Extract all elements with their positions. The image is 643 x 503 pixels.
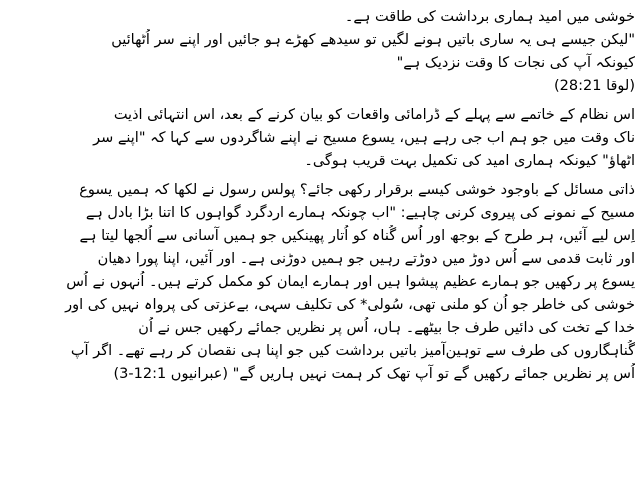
text-line: خوشی کی خاطر جو اُن کو ملنی تھی، سُولی* کی تکلیف سہی، بےعزتی کی پرواہ نہیں کی اور	[65, 297, 635, 313]
text-line: اُس پر نظریں جمائے رکھیں گے تو آپ تھک کر ہمت نہیں ہاریں گے" (عبرانیوں 12:1-3)	[113, 366, 635, 382]
text-line: یسوع پر رکھیں جو ہمارے عظیم پیشوا ہیں اور ہمارے ایمان کو مکمل کرتے ہیں۔ اُنہوں نے اُس	[66, 274, 635, 290]
text-line: اس نظام کے خاتمے سے پہلے کے ڈرامائی واقعات کو بیان کرنے کے بعد، اس انتہائی اذیت	[113, 107, 635, 123]
text-line: خدا کے تخت کی دائیں طرف جا بیٹھے۔ ہاں، اُس پر نظریں جمائے رکھیں جس نے اُن	[138, 320, 635, 336]
paragraph-1	[8, 6, 635, 98]
text-line: ذاتی مسائل کے باوجود خوشی کیسے برقرار رکھی جائے؟ پولس رسول نے لکھا کہ ہمیں یسوع	[79, 182, 635, 198]
text-line: ناک وقت میں جو ہم اب جی رہے ہیں، یسوع مسیح نے اپنے شاگردوں سے کہا کہ "اپنے سر	[93, 130, 635, 146]
text-line: کیونکہ آپ کی نجات کا وقت نزدیک ہے"	[396, 55, 635, 71]
paragraph-3	[8, 179, 635, 386]
scripture-reference: (لوقا 28:21)	[554, 78, 635, 94]
text-line: خوشی میں امید ہماری برداشت کی طاقت ہے۔	[344, 9, 635, 25]
text-line: مسیح کے نمونے کی پیروی کرنی چاہیے: "اب چونکہ ہمارے اردگرد گواہوں کا اتنا بڑا بادل ہے	[85, 205, 635, 221]
text-line: "لیکن جیسے ہی یہ ساری باتیں ہونے لگیں تو سیدھے کھڑے ہو جائیں اور اپنے سر اُٹھائیں	[111, 32, 635, 48]
paragraph-2	[8, 104, 635, 173]
text-line: اِس لیے آئیں، ہر طرح کے بوجھ اور اُس گُناہ کو اُتار پھینکیں جو ہمیں آسانی سے اُلجھا لیتا ہے	[79, 228, 635, 244]
text-line: اٹھاؤ" کیونکہ ہماری امید کی تکمیل بہت قریب ہوگی۔	[304, 153, 635, 169]
text-line: اور ثابت قدمی سے اُس دوڑ میں دوڑتے رہیں جو ہمیں دوڑنی ہے۔ اور آئیں، اپنا پورا دھیان	[97, 251, 635, 267]
text-line: گُناہگاروں کی طرف سے توہین‌آمیز باتیں برداشت کیں جو اپنا ہی نقصان کر رہے تھے۔ اگر آپ	[70, 343, 635, 359]
